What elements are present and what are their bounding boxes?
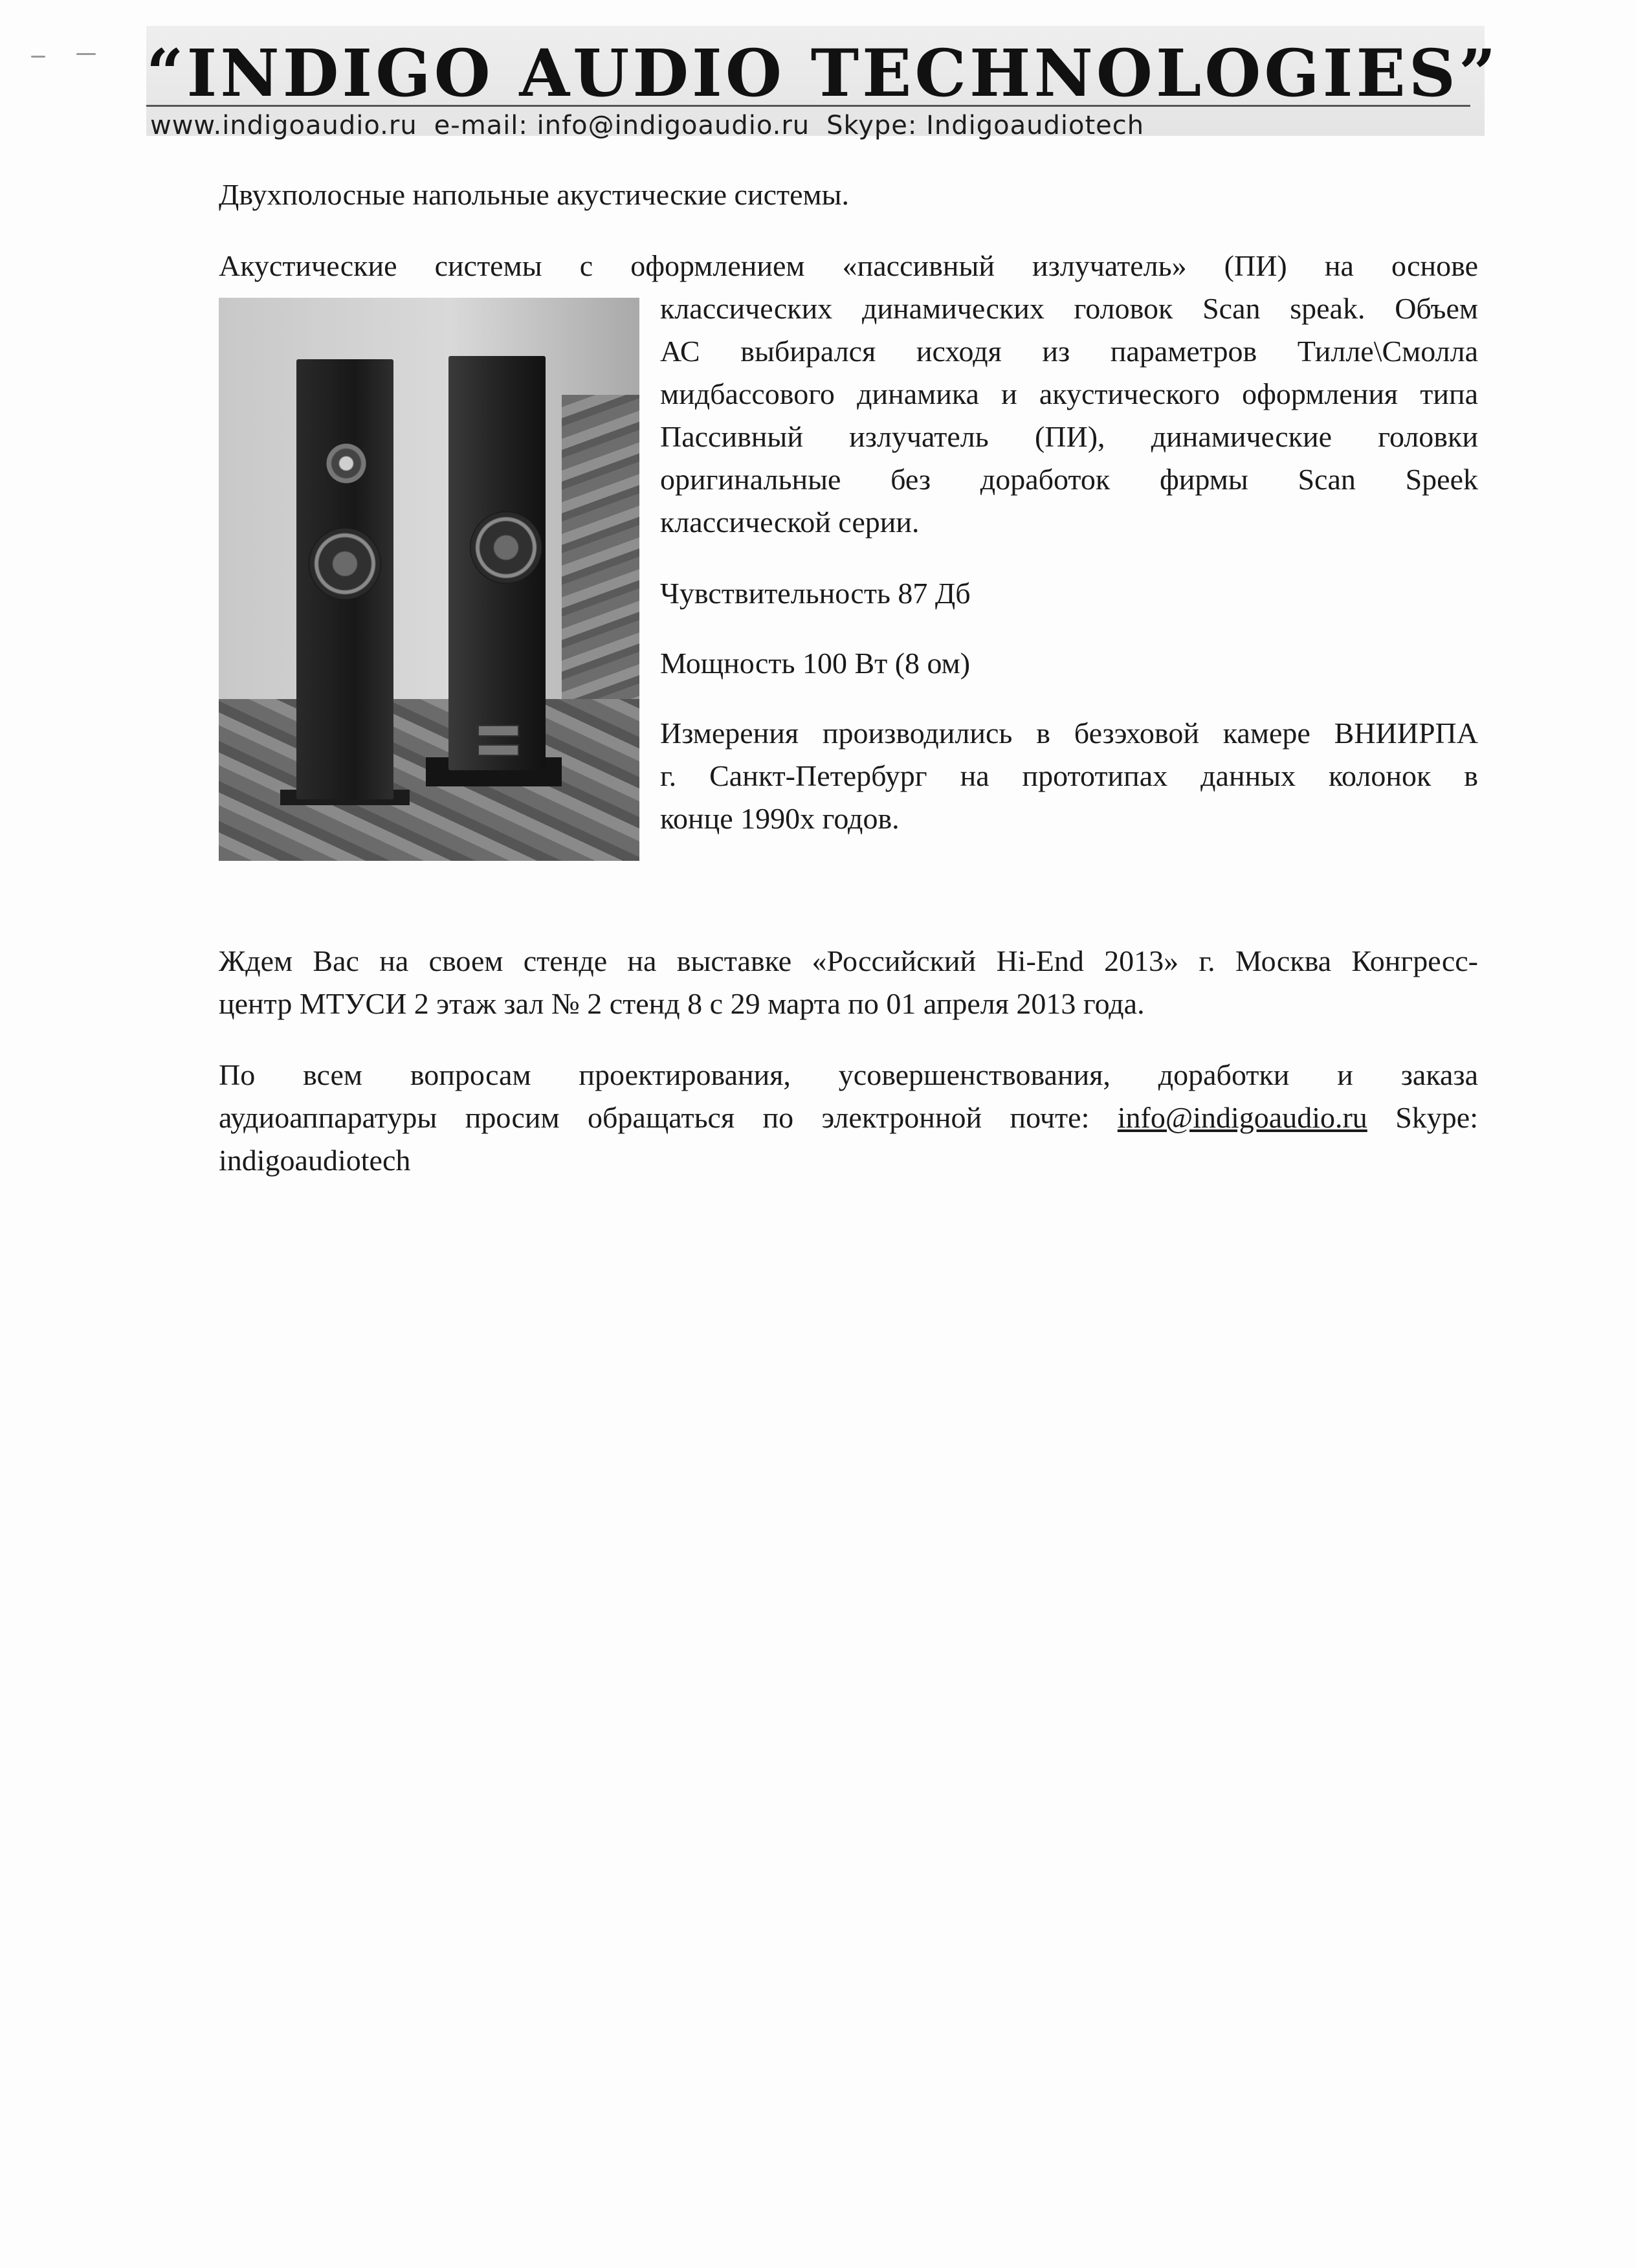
sensitivity-spec: Чувствительность 87 Дб xyxy=(660,577,971,610)
invitation-line: Ждем Вас на своем стенде на выставке «Российский Hi-End 2013» г. Москва Конгресс- xyxy=(219,944,1478,977)
left-tweeter xyxy=(326,443,366,484)
contact-email-link[interactable]: info@indigoaudio.ru xyxy=(1117,1101,1367,1134)
contact-text: аудиоаппаратуры просим обращаться по электронной почте: xyxy=(219,1101,1118,1134)
invitation-line: центр МТУСИ 2 этаж зал № 2 стенд 8 с 29 марта по 01 апреля 2013 года. xyxy=(219,987,1145,1020)
contact-line: По всем вопросам проектирования, усовершенствования, доработки и заказа xyxy=(219,1058,1478,1091)
header-divider xyxy=(146,105,1470,107)
scan-speck xyxy=(76,53,96,55)
intro-line: классических динамических головок Scan speak. Объем xyxy=(660,292,1478,325)
intro-line: классической серии. xyxy=(660,506,920,539)
intro-line: Пассивный излучатель (ПИ), динамические головки xyxy=(660,420,1478,453)
measurement-line: конце 1990х годов. xyxy=(660,802,900,835)
letterhead-contacts xyxy=(150,110,1161,141)
intro-line: АС выбирался исходя из параметров Тилле\Смолла xyxy=(660,335,1478,368)
company-name: “INDIGO AUDIO TECHNOLOGIES” xyxy=(146,35,1499,111)
speaker-photo xyxy=(219,298,639,861)
scan-speck xyxy=(31,56,45,58)
contact-line xyxy=(219,1096,1478,1139)
right-woofer xyxy=(470,511,542,584)
measurement-line: г. Санкт-Петербург на прототипах данных колонок в xyxy=(660,759,1478,792)
intro-line: мидбассового динамика и акустического оформления типа xyxy=(660,377,1478,410)
skype-contact: Skype: Indigoaudiotech xyxy=(826,111,1145,140)
intro-line: оригинальные без доработок фирмы Scan Speek xyxy=(660,463,1478,496)
skype-handle: indigoaudiotech xyxy=(219,1144,411,1177)
document-heading: Двухполосные напольные акустические системы. xyxy=(219,178,850,211)
letterhead xyxy=(146,26,1499,140)
measurement-line: Измерения производились в безэховой камере ВНИИРПА xyxy=(660,717,1478,750)
website-link[interactable]: www.indigoaudio.ru xyxy=(150,111,417,140)
left-woofer xyxy=(309,528,381,600)
power-spec: Мощность 100 Вт (8 ом) xyxy=(660,647,971,680)
contact-text: Skype: xyxy=(1367,1101,1478,1134)
email-contact[interactable]: e-mail: info@indigoaudio.ru xyxy=(434,111,810,140)
speaker-terminal xyxy=(478,725,519,737)
intro-line: Акустические системы с оформлением «пассивный излучатель» (ПИ) на основе xyxy=(219,249,1478,282)
speaker-terminal xyxy=(478,744,519,756)
